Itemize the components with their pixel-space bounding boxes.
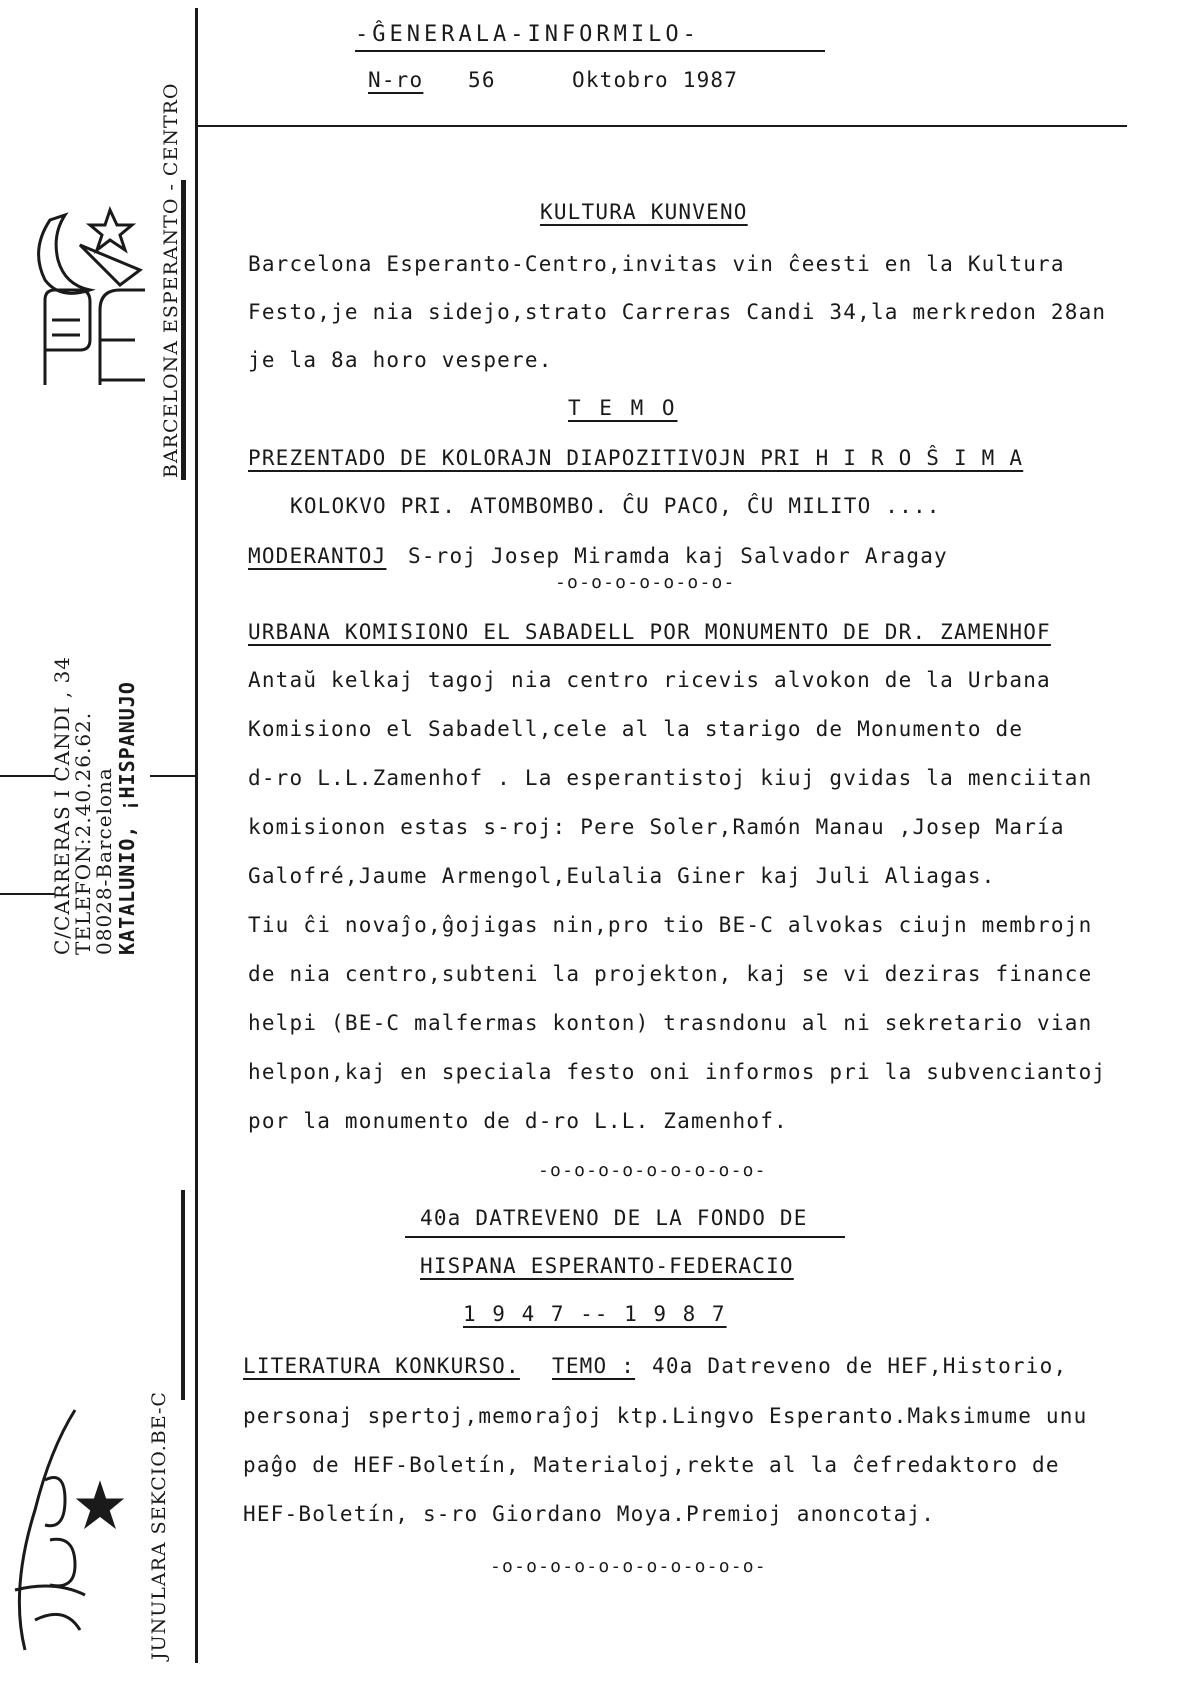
contest-line-2: personaj spertoj,memoraĵoj ktp.Lingvo Esperanto.Maksimume unu <box>243 1404 1088 1428</box>
section3-heading-line-1: 40a DATREVENO DE LA FONDO DE <box>420 1206 808 1230</box>
newsletter-title: -ĜENERALA-INFORMILO- <box>355 22 700 47</box>
section2-line-8: helpi (BE-C malfermas konton) trasndonu al ni sekretario vian <box>248 1011 1093 1035</box>
org-name: BARCELONA ESPERANTO - CENTRO <box>160 82 182 478</box>
section1-line-2: Festo,je nia sidejo,strato Carreras Candi 34,la merkredon 28an <box>248 300 1107 324</box>
section2-line-5: Galofré,Jaume Armengol,Eulalia Giner kaj Juli Aliagas. <box>248 864 996 888</box>
address-tick-right <box>150 775 195 777</box>
atomo-logo <box>5 1390 125 1660</box>
atomo-signature-icon <box>5 1390 125 1660</box>
address-line-1: C/CARRERAS I CANDI , 34 <box>50 655 74 955</box>
section2-line-9: helpon,kaj en speciala festo oni informos pri la subvenciantoj <box>248 1060 1107 1084</box>
issue-number: 56 <box>468 68 496 92</box>
section1-separator: -o-o-o-o-o-o-o- <box>555 572 736 593</box>
section3-separator: -o-o-o-o-o-o-o-o-o-o-o- <box>490 1556 767 1577</box>
moderators-label: MODERANTOJ <box>248 544 387 568</box>
issue-label: N-ro <box>368 68 424 92</box>
address-tick-top <box>0 775 55 777</box>
section2-line-10: por la monumento de d-ro L.L. Zamenhof. <box>248 1109 788 1133</box>
bec-logo-icon <box>20 190 160 390</box>
theme-label: T E M O <box>568 396 678 420</box>
header-rule <box>197 125 1127 127</box>
section3-years: 1 9 4 7 -- 1 9 8 7 <box>463 1302 727 1326</box>
bec-logo <box>20 190 160 390</box>
issue-date: Oktobro 1987 <box>572 68 739 92</box>
section2-line-4: komisionon estas s-roj: Pere Soler,Ramón Manau ,Josep María <box>248 815 1065 839</box>
title-underline <box>355 50 825 52</box>
theme-line-2: KOLOKVO PRI. ATOMBOMBO. ĈU PACO, ĈU MILITO .... <box>290 494 941 518</box>
contest-label: LITERATURA KONKURSO. <box>243 1354 520 1378</box>
moderators-names: S-roj Josep Miramda kaj Salvador Aragay <box>408 544 948 568</box>
section1-line-3: je la 8a horo vespere. <box>248 348 553 372</box>
section2-line-1: Antaŭ kelkaj tagoj nia centro ricevis alvokon de la Urbana <box>248 668 1051 692</box>
section2-line-7: de nia centro,subteni la projekton, kaj se vi deziras finance <box>248 962 1093 986</box>
contest-line-4: HEF-Boletín, s-ro Giordano Moya.Premioj anoncotaj. <box>243 1502 936 1526</box>
section1-heading: KULTURA KUNVENO <box>540 200 748 224</box>
section3-heading-underline-1 <box>405 1236 845 1238</box>
address-line-3: 08028-Barcelona <box>92 767 116 955</box>
section2-line-3: d-ro L.L.Zamenhof . La esperantistoj kiuj gvidas la menciitan <box>248 766 1093 790</box>
address-line-2: TELEFON:2.40.26.62. <box>71 711 95 955</box>
contest-line-1: 40a Datreveno de HEF,Historio, <box>652 1354 1068 1378</box>
contest-line-3: paĝo de HEF-Boletín, Materialoj,rekte al la ĉefredaktoro de <box>243 1453 1060 1477</box>
theme-line-1: PREZENTADO DE KOLORAJN DIAPOZITIVOJN PRI H I R O Ŝ I M A <box>248 446 1024 470</box>
youth-section-label: JUNULARA SEKCIO.BE-C <box>148 1391 170 1660</box>
address-tick-bottom <box>0 893 55 895</box>
section1-line-1: Barcelona Esperanto-Centro,invitas vin ĉeesti en la Kultura <box>248 252 1065 276</box>
vertical-divider <box>195 8 198 1663</box>
address-line-4: KATALUNIO, ¡HISPANUJO <box>115 681 139 955</box>
section2-line-6: Tiu ĉi novaĵo,ĝojigas nin,pro tio BE-C alvokas ciujn membrojn <box>248 913 1093 937</box>
vertical-accent-bar-lower <box>181 1190 185 1400</box>
contest-theme-label: TEMO : <box>552 1354 636 1378</box>
section2-line-2: Komisiono el Sabadell,cele al la starigo de Monumento de <box>248 717 1024 741</box>
section2-separator: -o-o-o-o-o-o-o-o-o- <box>538 1160 767 1181</box>
section2-heading: URBANA KOMISIONO EL SABADELL POR MONUMENTO DE DR. ZAMENHOF <box>248 620 1051 644</box>
section3-heading-line-2: HISPANA ESPERANTO-FEDERACIO <box>420 1254 794 1278</box>
